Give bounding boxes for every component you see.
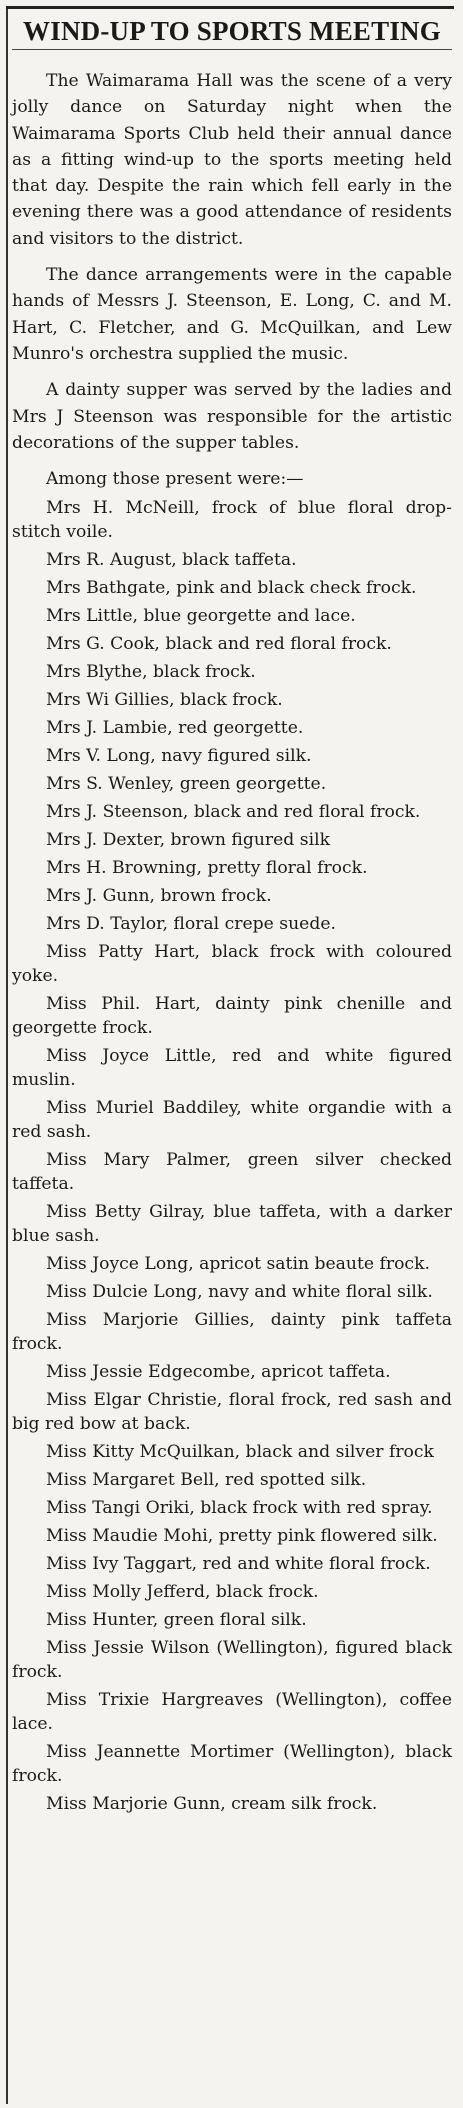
column-rule	[6, 9, 8, 2104]
attendee-item: Miss Ivy Taggart, red and white floral frock.	[46, 1554, 431, 1575]
attendee-item: Miss Jessie Wilson (Wellington), figured black frock.	[12, 1638, 452, 1683]
attendee-item: Mrs J. Lambie, red georgette.	[46, 718, 304, 739]
attendee-item: Miss Molly Jefferd, black frock.	[46, 1582, 319, 1603]
attendee-item: Mrs J. Dexter, brown figured silk	[46, 830, 330, 851]
attendee-item: Mrs Bathgate, pink and black check frock.	[46, 578, 417, 599]
paragraph-1: The Waimarama Hall was the scene of a very jolly dance on Saturday night when the Waimarama Sports Club held their annual dance as a fitting wind-up to the sports meeting held that day. Despite the rain which fell early in the evening there was a good attendance of residents and visitors to the district.	[12, 71, 452, 249]
attendee-item: Mrs H. Browning, pretty floral frock.	[46, 858, 368, 879]
attendee-item: Miss Kitty McQuilkan, black and silver frock	[46, 1442, 434, 1463]
attendee-item: Mrs D. Taylor, floral crepe suede.	[46, 914, 336, 935]
attendee-item: Mrs Blythe, black frock.	[46, 662, 256, 683]
top-rule	[6, 6, 454, 9]
attendee-item: Miss Patty Hart, black frock with coloured yoke.	[12, 942, 452, 987]
attendee-item: Mrs J. Gunn, brown frock.	[46, 886, 272, 907]
attendee-item: Miss Joyce Little, red and white figured muslin.	[12, 1046, 452, 1091]
attendee-item: Miss Mary Palmer, green silver checked taffeta.	[12, 1150, 452, 1195]
attendee-item: Miss Elgar Christie, floral frock, red sash and big red bow at back.	[12, 1390, 452, 1435]
attendee-item: Mrs H. McNeill, frock of blue floral drop-stitch voile.	[12, 498, 452, 543]
attendee-item: Mrs V. Long, navy figured silk.	[46, 746, 312, 767]
list-intro: Among those present were:—	[46, 469, 304, 490]
attendee-item: Miss Jessie Edgecombe, apricot taffeta.	[46, 1362, 391, 1383]
attendee-item: Miss Marjorie Gunn, cream silk frock.	[46, 1794, 378, 1815]
attendee-item: Miss Trixie Hargreaves (Wellington), coffee lace.	[12, 1690, 452, 1735]
attendee-item: Miss Tangi Oriki, black frock with red spray.	[46, 1498, 433, 1519]
attendee-list	[12, 496, 452, 1816]
attendee-item: Mrs R. August, black taffeta.	[46, 550, 297, 571]
attendee-item: Miss Phil. Hart, dainty pink chenille and georgette frock.	[12, 994, 452, 1039]
attendee-item: Mrs Little, blue georgette and lace.	[46, 606, 356, 627]
attendee-item: Miss Joyce Long, apricot satin beaute frock.	[46, 1254, 430, 1275]
article-column	[12, 12, 452, 1820]
attendee-item: Miss Betty Gilray, blue taffeta, with a darker blue sash.	[12, 1202, 452, 1247]
attendee-item: Miss Margaret Bell, red spotted silk.	[46, 1470, 367, 1491]
headline: WIND-UP TO SPORTS MEETING	[12, 12, 452, 50]
attendee-item: Miss Maudie Mohi, pretty pink flowered silk.	[46, 1526, 438, 1547]
attendee-item: Miss Hunter, green floral silk.	[46, 1610, 307, 1631]
article-body	[12, 68, 452, 492]
attendee-item: Mrs S. Wenley, green georgette.	[46, 774, 327, 795]
paragraph-2: The dance arrangements were in the capable hands of Messrs J. Steenson, E. Long, C. and M. Hart, C. Fletcher, and G. McQuilkan, and Lew Munro's orchestra supplied the music.	[12, 265, 452, 364]
attendee-item: Mrs Wi Gillies, black frock.	[46, 690, 283, 711]
attendee-item: Miss Marjorie Gillies, dainty pink taffeta frock.	[12, 1310, 452, 1355]
attendee-item: Mrs G. Cook, black and red floral frock.	[46, 634, 392, 655]
attendee-item: Miss Jeannette Mortimer (Wellington), black frock.	[12, 1742, 452, 1787]
attendee-item: Miss Dulcie Long, navy and white floral silk.	[46, 1282, 433, 1303]
attendee-item: Miss Muriel Baddiley, white organdie with a red sash.	[12, 1098, 452, 1143]
paragraph-3: A dainty supper was served by the ladies and Mrs J Steenson was responsible for the artistic decorations of the supper tables.	[12, 380, 452, 453]
attendee-item: Mrs J. Steenson, black and red floral frock.	[46, 802, 421, 823]
